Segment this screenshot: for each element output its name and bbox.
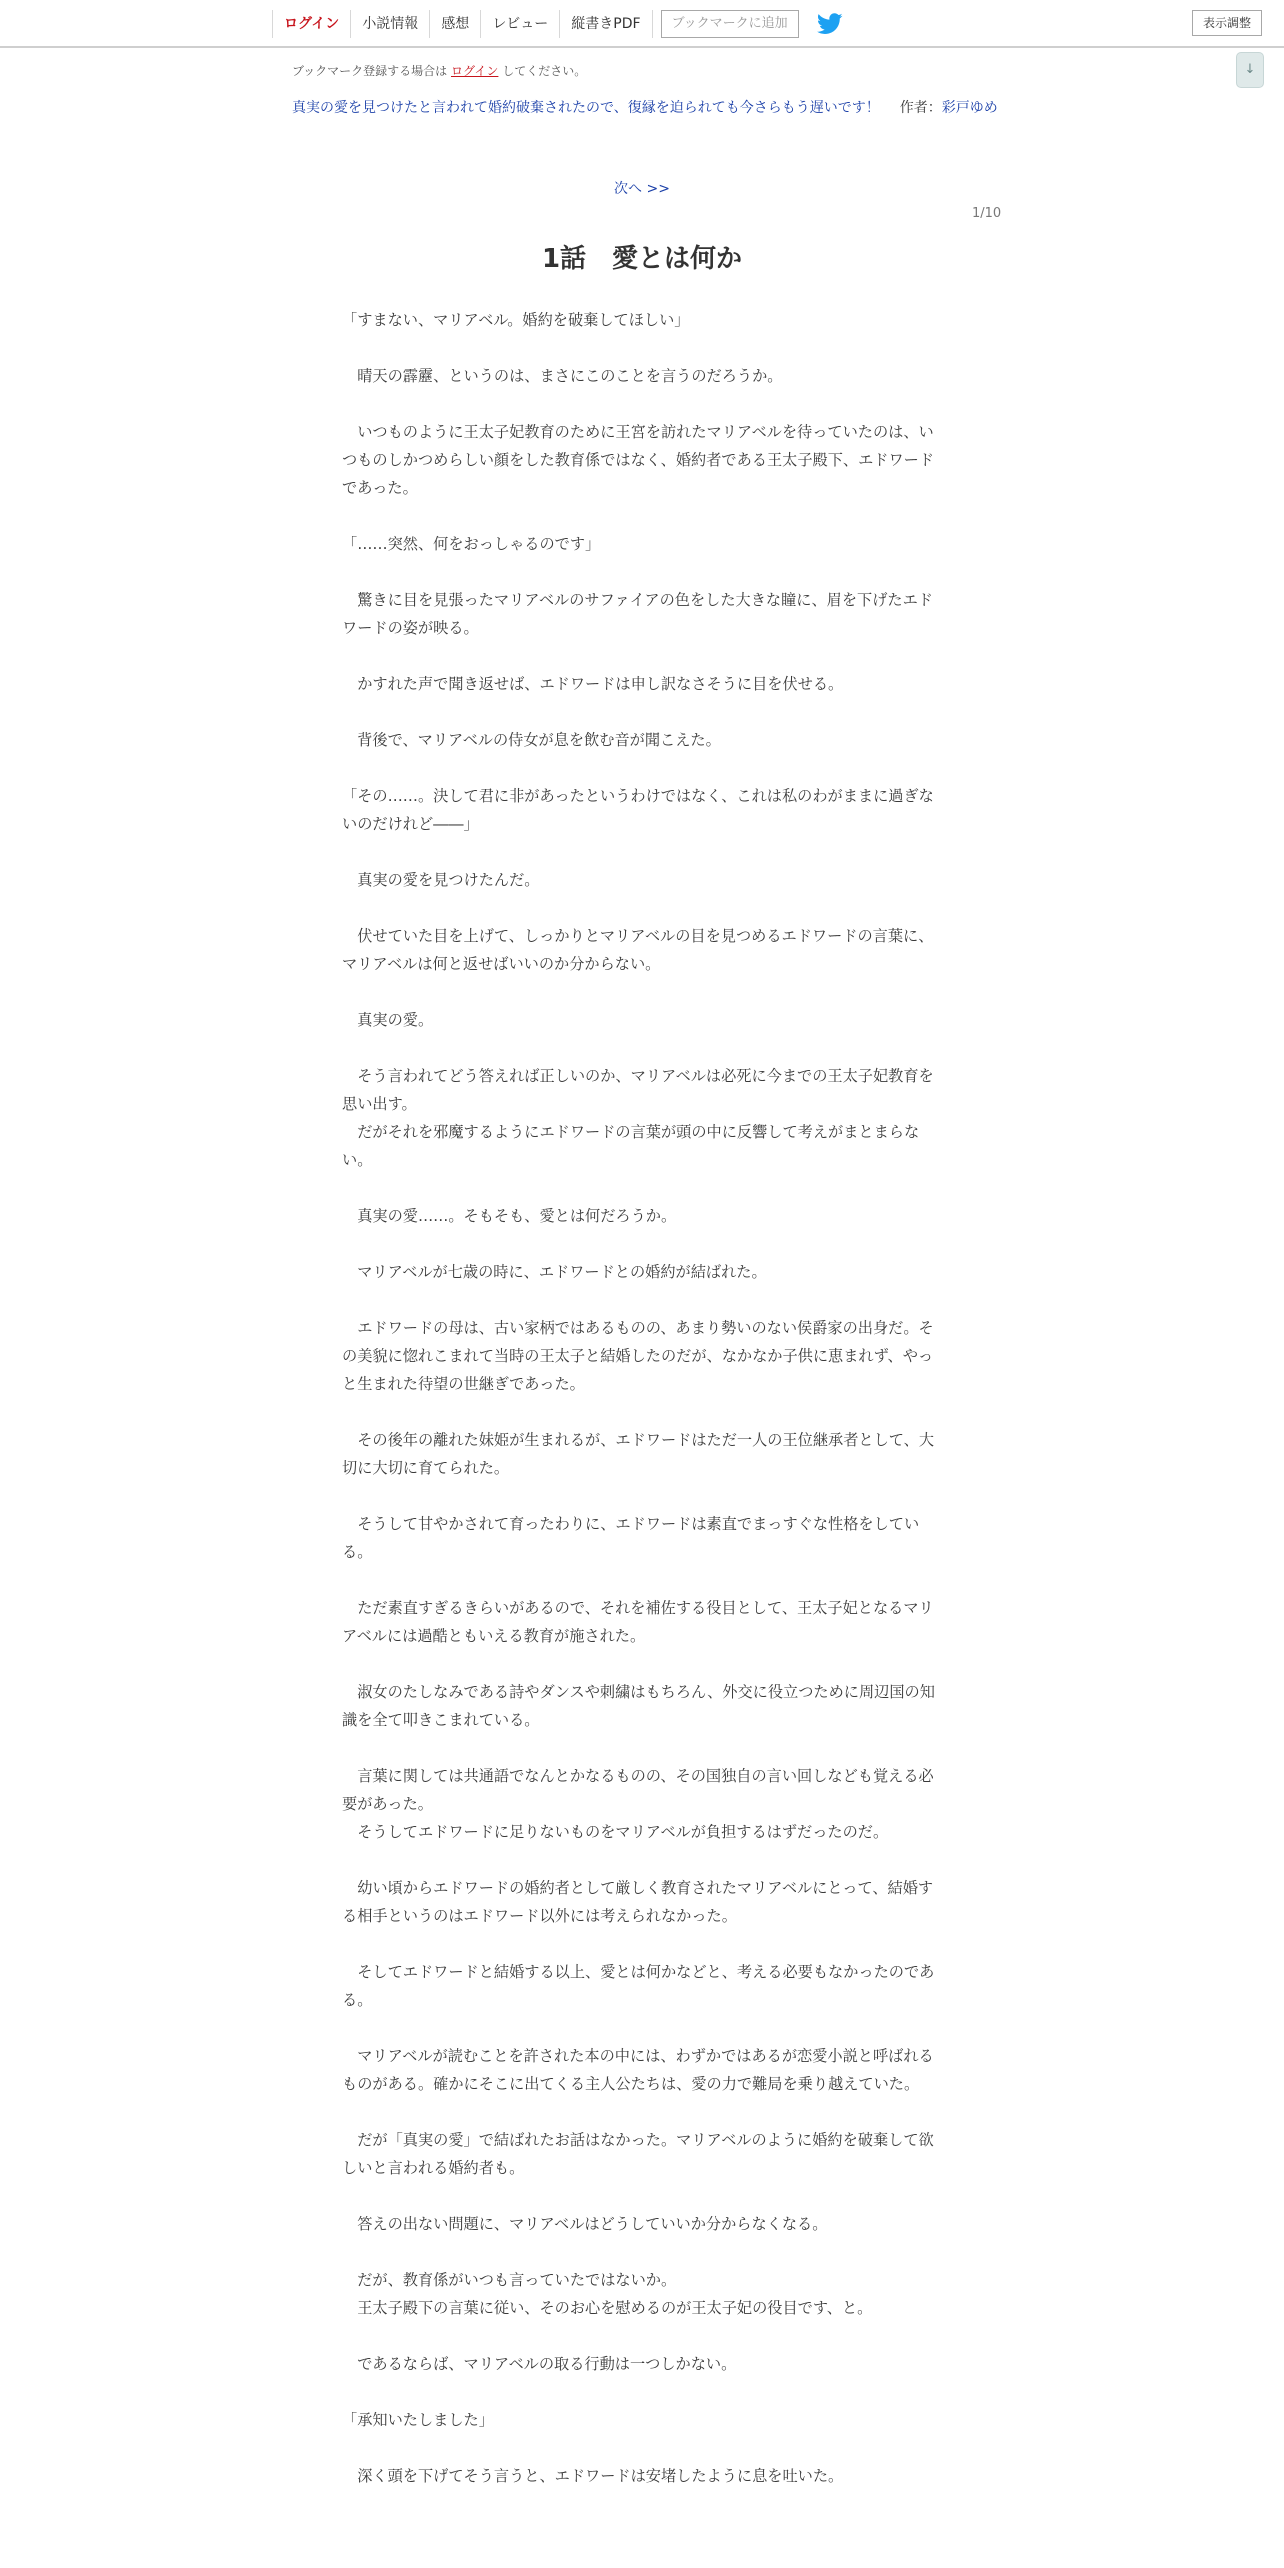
blank-line — [342, 698, 942, 726]
page-indicator: 1/10 — [972, 206, 1002, 221]
blank-line — [342, 390, 942, 418]
blank-line — [342, 978, 942, 1006]
body-paragraph: 「……突然、何をおっしゃるのです」 — [342, 535, 601, 553]
body-paragraph: そう言われてどう答えれば正しいのか、マリアベルは必死に今までの王太子妃教育を思い出す。 — [342, 1067, 934, 1113]
blank-line — [342, 1734, 942, 1762]
blank-line — [342, 1286, 942, 1314]
nav-novel-info-link[interactable]: 小説情報 — [350, 10, 429, 38]
body-paragraph: かすれた声で聞き返せば、エドワードは申し訳なさそうに目を伏せる。 — [342, 675, 844, 693]
bookmark-note-suffix: してください。 — [502, 64, 587, 78]
body-paragraph: 真実の愛を見つけたんだ。 — [342, 871, 540, 889]
body-paragraph: 伏せていた目を上げて、しっかりとマリアベルの目を見つめるエドワードの言葉に、マリアベルは何と返せばいいのか分からない。 — [342, 927, 934, 973]
series-header — [292, 96, 1000, 121]
blank-line — [342, 1650, 942, 1678]
next-page-link[interactable]: 次へ >> — [614, 181, 670, 197]
blank-line — [342, 2098, 942, 2126]
blank-line — [342, 1930, 942, 1958]
main-nav — [272, 10, 843, 38]
novel-body — [342, 306, 942, 2490]
add-bookmark-button[interactable]: ブックマークに追加 — [661, 10, 799, 38]
body-paragraph: だが「真実の愛」で結ばれたお話はなかった。マリアベルのように婚約を破棄して欲しいと言われる婚約者も。 — [342, 2131, 934, 2177]
chapter-title: 1話 愛とは何か — [541, 244, 743, 274]
blank-line — [342, 838, 942, 866]
blank-line — [342, 1482, 942, 1510]
body-paragraph: 言葉に関しては共通語でなんとかなるものの、その国独自の言い回しなども覚える必要があった。 — [342, 1767, 934, 1813]
nav-login-link[interactable]: ログイン — [272, 10, 350, 38]
blank-line — [342, 2322, 942, 2350]
blank-line — [342, 2182, 942, 2210]
body-paragraph: だが、教育係がいつも言っていたではないか。 — [342, 2271, 677, 2289]
body-paragraph: そうしてエドワードに足りないものをマリアベルが負担するはずだったのだ。 — [342, 1823, 889, 1841]
body-paragraph: 背後で、マリアベルの侍女が息を飲む音が聞こえた。 — [342, 731, 721, 749]
body-paragraph: いつものように王太子妃教育のために王宮を訪れたマリアベルを待っていたのは、いつものしかつめらしい顔をした教育係ではなく、婚約者である王太子殿下、エドワードであった。 — [342, 423, 935, 497]
blank-line — [342, 334, 942, 362]
nav-review-link[interactable]: レビュー — [480, 10, 559, 38]
blank-line — [342, 1230, 942, 1258]
display-settings-button[interactable]: 表示調整 — [1192, 10, 1262, 36]
blank-line — [342, 642, 942, 670]
body-paragraph: 「その……。決して君に非があったというわけではなく、これは私のわがままに過ぎないのだけれど――」 — [342, 787, 934, 833]
body-paragraph: マリアベルが読むことを許された本の中には、わずかではあるが恋愛小説と呼ばれるものがある。確かにそこに出てくる主人公たちは、愛の力で難局を乗り越えていた。 — [342, 2047, 934, 2093]
blank-line — [342, 1846, 942, 1874]
body-paragraph: 真実の愛。 — [342, 1011, 434, 1029]
top-header — [0, 0, 1284, 48]
body-paragraph: そうして甘やかされて育ったわりに、エドワードは素直でまっすぐな性格をしている。 — [342, 1515, 920, 1561]
blank-line — [342, 1174, 942, 1202]
body-paragraph: 王太子殿下の言葉に従い、そのお心を慰めるのが王太子妃の役目です、と。 — [342, 2299, 873, 2317]
blank-line — [342, 1566, 942, 1594]
blank-line — [342, 1034, 942, 1062]
bookmark-login-note — [292, 62, 586, 79]
body-paragraph: マリアベルが七歳の時に、エドワードとの婚約が結ばれた。 — [342, 1263, 767, 1281]
body-paragraph: 深く頭を下げてそう言うと、エドワードは安堵したように息を吐いた。 — [342, 2467, 844, 2485]
body-paragraph: 「すまない、マリアベル。婚約を破棄してほしい」 — [342, 311, 690, 329]
body-paragraph: 「承知いたしました」 — [342, 2411, 494, 2429]
bookmark-note-login-link[interactable]: ログイン — [451, 64, 499, 78]
bookmark-note-prefix: ブックマーク登録する場合は — [292, 64, 448, 78]
author-link[interactable]: 彩戸ゆめ — [941, 100, 998, 116]
body-paragraph: 真実の愛……。そもそも、愛とは何だろうか。 — [342, 1207, 677, 1225]
body-paragraph: その後年の離れた妹姫が生まれるが、エドワードはただ一人の王位継承者として、大切に大切に育てられた。 — [342, 1431, 935, 1477]
scroll-down-arrow-icon[interactable]: ↓ — [1236, 52, 1264, 88]
twitter-bird-icon[interactable] — [817, 13, 843, 35]
body-paragraph: であるならば、マリアベルの取る行動は一つしかない。 — [342, 2355, 737, 2373]
author-label: 作者： — [899, 100, 942, 116]
blank-line — [342, 2434, 942, 2462]
blank-line — [342, 2378, 942, 2406]
blank-line — [342, 754, 942, 782]
nav-impressions-link[interactable]: 感想 — [429, 10, 480, 38]
nav-vertical-pdf-link[interactable]: 縦書きPDF — [559, 10, 652, 38]
body-paragraph: ただ素直すぎるきらいがあるので、それを補佐する役目として、王太子妃となるマリアベルには過酷ともいえる教育が施された。 — [342, 1599, 934, 1645]
blank-line — [342, 2238, 942, 2266]
body-paragraph: 答えの出ない問題に、マリアベルはどうしていいか分からなくなる。 — [342, 2215, 828, 2233]
blank-line — [342, 1398, 942, 1426]
body-paragraph: 幼い頃からエドワードの婚約者として厳しく教育されたマリアベルにとって、結婚する相手というのはエドワード以外には考えられなかった。 — [342, 1879, 934, 1925]
blank-line — [342, 502, 942, 530]
body-paragraph: そしてエドワードと結婚する以上、愛とは何かなどと、考える必要もなかったのである。 — [342, 1963, 935, 2009]
body-paragraph: 晴天の霹靂、というのは、まさにこのことを言うのだろうか。 — [342, 367, 783, 385]
blank-line — [342, 558, 942, 586]
body-paragraph: 淑女のたしなみである詩やダンスや刺繍はもちろん、外交に役立つために周辺国の知識を全て叩きこまれている。 — [342, 1683, 935, 1729]
blank-line — [342, 894, 942, 922]
blank-line — [342, 2014, 942, 2042]
series-title-link[interactable]: 真実の愛を見つけたと言われて婚約破棄されたので、復縁を迫られても今さらもう遅いです！ — [292, 100, 880, 116]
body-paragraph: エドワードの母は、古い家柄ではあるものの、あまり勢いのない侯爵家の出身だ。その美貌に惚れこまれて当時の王太子と結婚したのだが、なかなか子供に恵まれず、やっと生まれた待望の世継ぎであった。 — [342, 1319, 934, 1393]
body-paragraph: だがそれを邪魔するようにエドワードの言葉が頭の中に反響して考えがまとまらない。 — [342, 1123, 920, 1169]
body-paragraph: 驚きに目を見張ったマリアベルのサファイアの色をした大きな瞳に、眉を下げたエドワードの姿が映る。 — [342, 591, 933, 637]
